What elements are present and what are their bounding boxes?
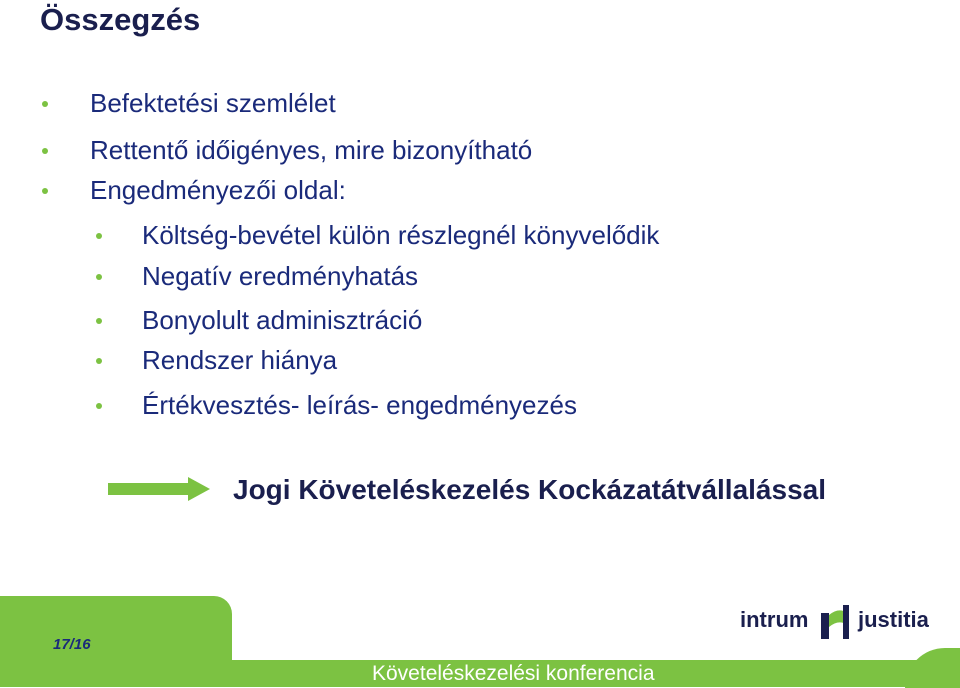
- bullet-text: Bonyolult adminisztráció: [142, 305, 423, 335]
- bullet-text: Engedményezői oldal:: [90, 175, 346, 205]
- bullet-text: Értékvesztés- leírás- engedményezés: [142, 390, 577, 420]
- bullet-text: Befektetési szemlélet: [90, 88, 336, 118]
- page-number: 17/16: [53, 636, 91, 653]
- bullet-dot-icon: [96, 358, 102, 364]
- bullet-dot-icon: [42, 148, 48, 154]
- intrum-justitia-emblem-icon: [817, 603, 855, 641]
- logo-word-justitia: justitia: [858, 607, 929, 632]
- bullet-item: [90, 175, 346, 206]
- sub-bullet-item: [142, 220, 659, 251]
- company-logo: [740, 601, 930, 641]
- bullet-text: Költség-bevétel külön részlegnél könyvelődik: [142, 220, 660, 250]
- bullet-item: [90, 135, 532, 166]
- footer-right-curve: [905, 648, 960, 688]
- logo-word-intrum: intrum: [740, 607, 809, 632]
- sub-bullet-item: [142, 305, 422, 336]
- bullet-item: [90, 88, 336, 119]
- conclusion-text: Jogi Követeléskezelés Kockázatátvállalással: [233, 474, 827, 505]
- bullet-text: Rettentő időigényes, mire bizonyítható: [90, 135, 533, 165]
- sub-bullet-item: [142, 390, 577, 421]
- bullet-text: Negatív eredményhatás: [142, 261, 419, 291]
- right-arrow-icon: [108, 477, 210, 501]
- slide-title: Összegzés: [40, 2, 201, 37]
- conference-name: Követeléskezelési konferencia: [372, 662, 655, 685]
- bullet-dot-icon: [96, 233, 102, 239]
- sub-bullet-item: [142, 345, 337, 376]
- bullet-dot-icon: [42, 101, 48, 107]
- sub-bullet-item: [142, 261, 418, 292]
- bullet-dot-icon: [96, 318, 102, 324]
- bullet-dot-icon: [96, 403, 102, 409]
- bullet-text: Rendszer hiánya: [142, 345, 338, 375]
- bullet-dot-icon: [96, 274, 102, 280]
- bullet-dot-icon: [42, 188, 48, 194]
